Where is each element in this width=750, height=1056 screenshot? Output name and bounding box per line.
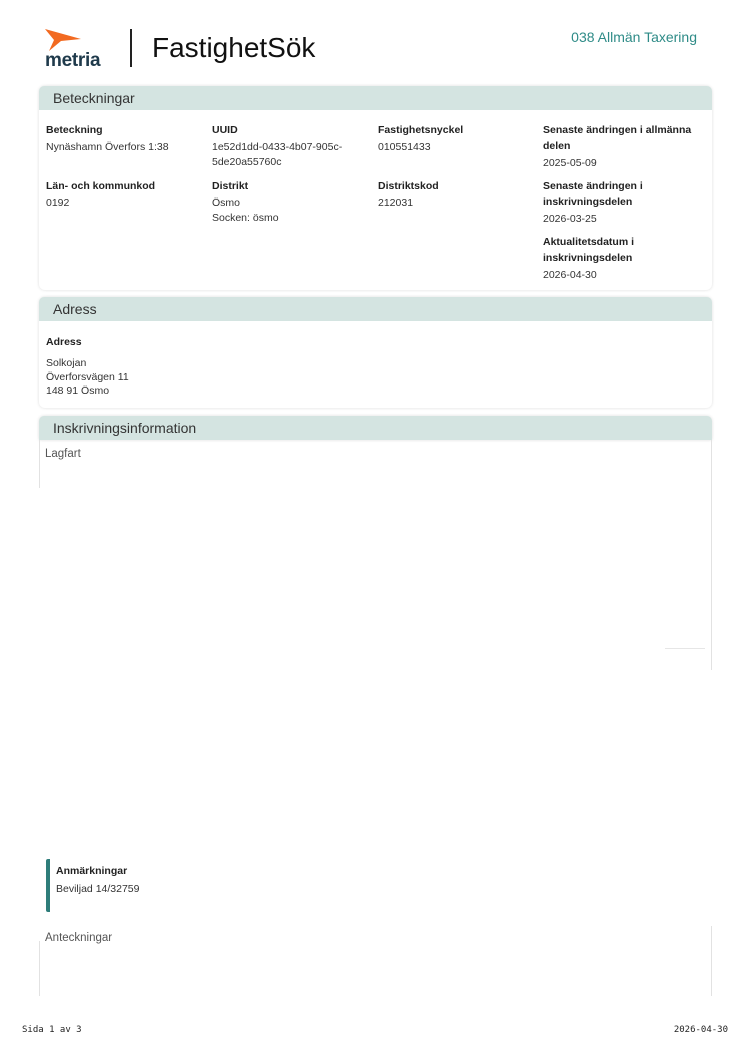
field-label <box>543 234 634 266</box>
page-header <box>0 0 750 80</box>
inskrivning-section <box>39 416 712 996</box>
adress-section <box>39 297 712 408</box>
field-value: 2026-04-30 <box>543 269 597 281</box>
divider <box>711 440 712 670</box>
field-beteckning <box>46 122 169 155</box>
label-line-2: inskrivningsdelen <box>543 196 633 208</box>
field-label: Beteckning <box>46 124 103 136</box>
field-label <box>543 122 691 154</box>
uuid-line-2: 5de20a55760c <box>212 156 282 168</box>
divider <box>711 926 712 996</box>
metria-logo <box>45 28 115 70</box>
note-value: Beviljad 14/32759 <box>56 883 140 895</box>
taxering-label: 038 Allmän Taxering <box>571 29 697 45</box>
note-label: Anmärkningar <box>56 865 128 877</box>
page-number: Sida 1 av 3 <box>22 1025 82 1035</box>
field-label: Fastighetsnyckel <box>378 124 464 136</box>
field-value: 0192 <box>46 197 70 209</box>
metria-arrow-icon <box>45 28 81 52</box>
address-value <box>46 356 129 398</box>
distrikt-line-1: Ösmo <box>212 197 241 209</box>
field-adress <box>46 334 129 398</box>
field-aktualitetsdatum <box>543 234 634 283</box>
label-line-2: delen <box>543 140 571 152</box>
field-label: Distrikt <box>212 180 249 192</box>
field-value <box>212 140 342 170</box>
distrikt-line-2: Socken: ösmo <box>212 212 279 224</box>
field-distriktskod <box>378 178 439 211</box>
label-line-1: Senaste ändringen i <box>543 180 643 192</box>
header-divider <box>130 29 132 67</box>
field-value: 2026-03-25 <box>543 213 597 225</box>
field-senaste-allmanna <box>543 122 691 171</box>
section-title: Adress <box>39 297 712 321</box>
address-line-1: Solkojan <box>46 357 87 369</box>
field-lan-kommunkod <box>46 178 155 211</box>
uuid-line-1: 1e52d1dd-0433-4b07-905c- <box>212 141 343 153</box>
anteckningar-heading: Anteckningar <box>45 932 113 944</box>
divider <box>39 941 40 996</box>
address-line-2: Överforsvägen 11 <box>46 371 129 383</box>
beteckningar-section <box>39 86 712 290</box>
field-label: Distriktskod <box>378 180 439 192</box>
logo-text: metria <box>45 50 101 71</box>
field-fastighetsnyckel <box>378 122 463 155</box>
field-label: Län- och kommunkod <box>46 180 156 192</box>
field-value: 2025-05-09 <box>543 157 597 169</box>
anmarkningar-note <box>46 859 346 912</box>
lagfart-heading: Lagfart <box>45 448 81 460</box>
label-line-2: inskrivningsdelen <box>543 252 633 264</box>
divider <box>665 648 705 649</box>
divider <box>39 440 40 488</box>
field-senaste-inskrivning <box>543 178 643 227</box>
field-label: Adress <box>46 336 82 348</box>
print-date: 2026-04-30 <box>673 1025 728 1035</box>
section-title: Inskrivningsinformation <box>39 416 712 440</box>
app-title: FastighetSök <box>152 32 316 63</box>
label-line-1: Senaste ändringen i allmänna <box>543 124 692 136</box>
field-value: 212031 <box>378 197 414 209</box>
section-title: Beteckningar <box>39 86 712 110</box>
field-value: 010551433 <box>378 141 431 153</box>
field-value: Nynäshamn Överfors 1:38 <box>46 141 169 153</box>
address-line-3: 148 91 Ösmo <box>46 385 110 397</box>
field-label: UUID <box>212 124 238 136</box>
field-value <box>212 196 279 226</box>
field-distrikt <box>212 178 279 226</box>
label-line-1: Aktualitetsdatum i <box>543 236 635 248</box>
field-uuid <box>212 122 342 170</box>
field-label <box>543 178 643 210</box>
